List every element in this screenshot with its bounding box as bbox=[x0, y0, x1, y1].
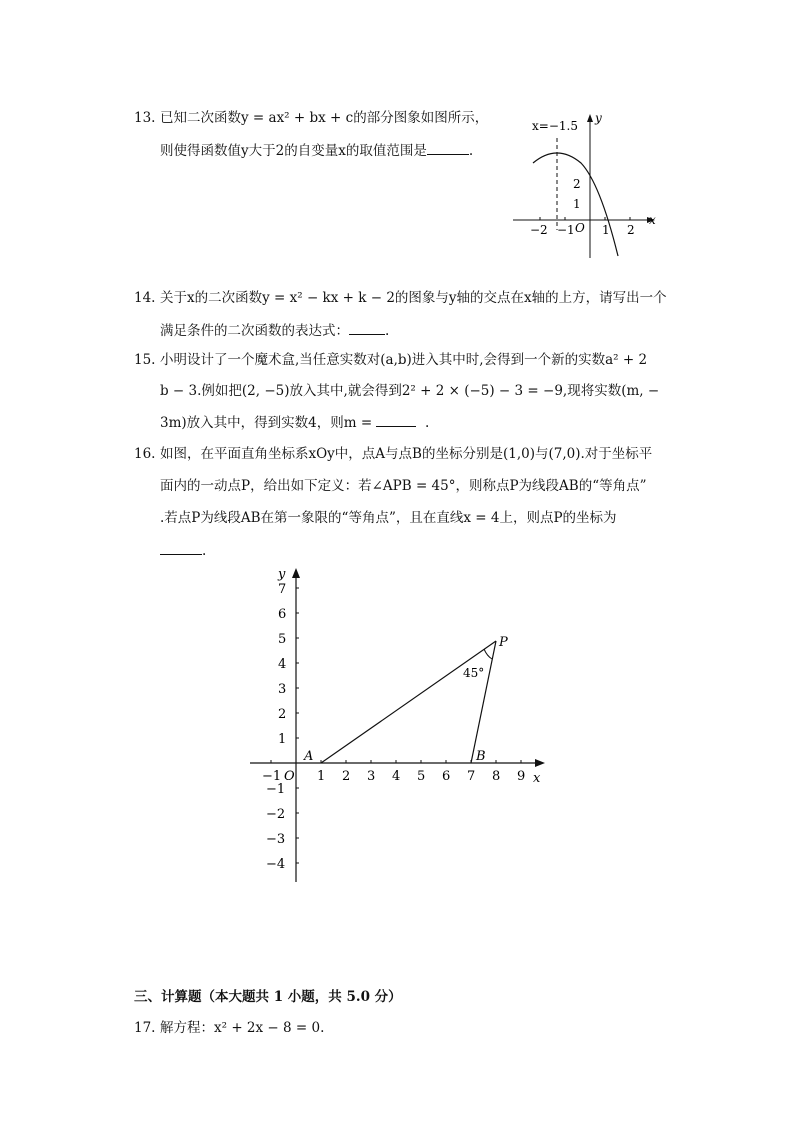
angle-label: 45° bbox=[463, 666, 485, 680]
q16-text3: .若点P为线段AB在第一象限的“等角点”，且在直线x = 4上，则点P的坐标为 bbox=[160, 510, 617, 526]
y-tick-label: 7 bbox=[278, 582, 287, 597]
q15-text1: 小明设计了一个魔术盒,当任意实数对(a,b)进入其中时,会得到一个新的实数a² + 2 bbox=[160, 352, 648, 368]
fig1-tick-2: 2 bbox=[627, 223, 635, 237]
q13-answer-blank[interactable] bbox=[427, 140, 469, 155]
q16-answer-blank[interactable] bbox=[160, 540, 202, 555]
q17-text: 解方程：x² + 2x − 8 = 0. bbox=[160, 1020, 325, 1036]
y-tick-label: −4 bbox=[266, 857, 286, 872]
x-tick-label: 7 bbox=[467, 769, 476, 784]
fig1-tick-neg1: −1 bbox=[557, 223, 575, 237]
fig2-origin: O bbox=[284, 769, 295, 784]
y-tick-label: 4 bbox=[278, 657, 287, 672]
q13-text2: 则使得函数值y大于2的自变量x的取值范围是 bbox=[160, 143, 427, 159]
fig1-origin: O bbox=[575, 221, 585, 235]
fig1-ytick-2: 2 bbox=[573, 177, 581, 191]
segment-bp bbox=[471, 641, 496, 763]
q16-line2 bbox=[160, 476, 647, 496]
q14-line2 bbox=[160, 320, 389, 341]
q14-number: 14. bbox=[134, 290, 156, 306]
q15-line1 bbox=[134, 350, 647, 370]
q15-end: . bbox=[425, 415, 430, 431]
fig2-y-arrow bbox=[292, 568, 300, 578]
fig1-tick-1: 1 bbox=[602, 223, 610, 237]
angle-arc bbox=[484, 649, 492, 659]
point-p-label: P bbox=[499, 635, 508, 650]
q13-line1 bbox=[134, 108, 488, 128]
q13-end: . bbox=[468, 143, 474, 159]
q15-line3 bbox=[160, 412, 429, 433]
x-tick-label: −1 bbox=[262, 769, 282, 784]
fig1-x-label: x bbox=[649, 213, 656, 227]
x-tick-label: 3 bbox=[367, 769, 376, 784]
q17-number: 17. bbox=[134, 1020, 156, 1036]
y-tick-label: 2 bbox=[278, 707, 287, 722]
q16-line4 bbox=[160, 540, 206, 561]
q14-text1: 关于x的二次函数y = x² − kx + k − 2的图象与y轴的交点在x轴的上方，请写出一个 bbox=[160, 290, 667, 306]
x-tick-label: 8 bbox=[492, 769, 501, 784]
q17-line bbox=[134, 1018, 324, 1038]
x-tick-label: 1 bbox=[317, 769, 326, 784]
q16-number: 16. bbox=[134, 446, 156, 462]
q13-text1: 已知二次函数y = ax² + bx + c的部分图象如图所示， bbox=[160, 110, 489, 126]
q14-line1 bbox=[134, 288, 667, 308]
fig2-x-arrow bbox=[535, 759, 545, 767]
parabola-figure bbox=[505, 108, 665, 263]
y-tick-label: −3 bbox=[266, 832, 286, 847]
point-a-label: A bbox=[304, 749, 314, 764]
section-3-title: 三、计算题（本大题共 1 小题，共 5.0 分） bbox=[134, 989, 402, 1005]
q15-answer-blank[interactable] bbox=[376, 412, 416, 427]
y-tick-label: 3 bbox=[278, 682, 287, 697]
y-tick-label: 1 bbox=[278, 732, 287, 747]
fig1-ytick-1: 1 bbox=[573, 197, 581, 211]
x-tick-label: 4 bbox=[392, 769, 401, 784]
q16-text2: 面内的一动点P，给出如下定义：若∠APB = 45°，则称点P为线段AB的“等角点” bbox=[160, 478, 647, 494]
q14-end: . bbox=[385, 323, 390, 339]
q16-end: . bbox=[202, 543, 207, 559]
y-tick-label: −1 bbox=[266, 782, 286, 797]
y-tick-label: 5 bbox=[278, 632, 287, 647]
q16-line3 bbox=[160, 508, 617, 528]
q16-text1: 如图，在平面直角坐标系xOy中，点A与点B的坐标分别是(1,0)与(7,0).对于坐标平 bbox=[160, 446, 653, 462]
q15-text3: 3m)放入其中，得到实数4，则m = bbox=[160, 415, 373, 431]
coordinate-figure bbox=[240, 560, 560, 890]
point-b-label: B bbox=[476, 749, 486, 764]
q16-line1 bbox=[134, 444, 652, 464]
segment-ap bbox=[321, 641, 496, 763]
fig2-y-label: y bbox=[278, 567, 286, 582]
q14-answer-blank[interactable] bbox=[349, 320, 385, 335]
q15-text2: b − 3.例如把(2, −5)放入其中,就会得到2² + 2 × (−5) − 3 = −9,现将实数(m, − bbox=[160, 383, 660, 399]
y-ticks bbox=[266, 582, 299, 872]
fig1-y-arrow bbox=[587, 114, 593, 122]
fig1-y-label: y bbox=[595, 111, 602, 125]
x-tick-label: 2 bbox=[342, 769, 351, 784]
y-tick-label: 6 bbox=[278, 607, 287, 622]
q13-number: 13. bbox=[134, 110, 156, 126]
q15-line2 bbox=[160, 381, 659, 401]
x-tick-label: 6 bbox=[442, 769, 451, 784]
x-tick-label: 9 bbox=[517, 769, 526, 784]
fig1-symmetry-label: x=−1.5 bbox=[532, 119, 578, 133]
q14-text2: 满足条件的二次函数的表达式： bbox=[160, 323, 349, 339]
fig2-x-label: x bbox=[533, 771, 541, 786]
q15-number: 15. bbox=[134, 352, 156, 368]
y-tick-label: −2 bbox=[266, 807, 286, 822]
x-tick-label: 5 bbox=[417, 769, 426, 784]
q13-line2 bbox=[160, 140, 473, 161]
fig1-tick-neg2: −2 bbox=[530, 223, 548, 237]
